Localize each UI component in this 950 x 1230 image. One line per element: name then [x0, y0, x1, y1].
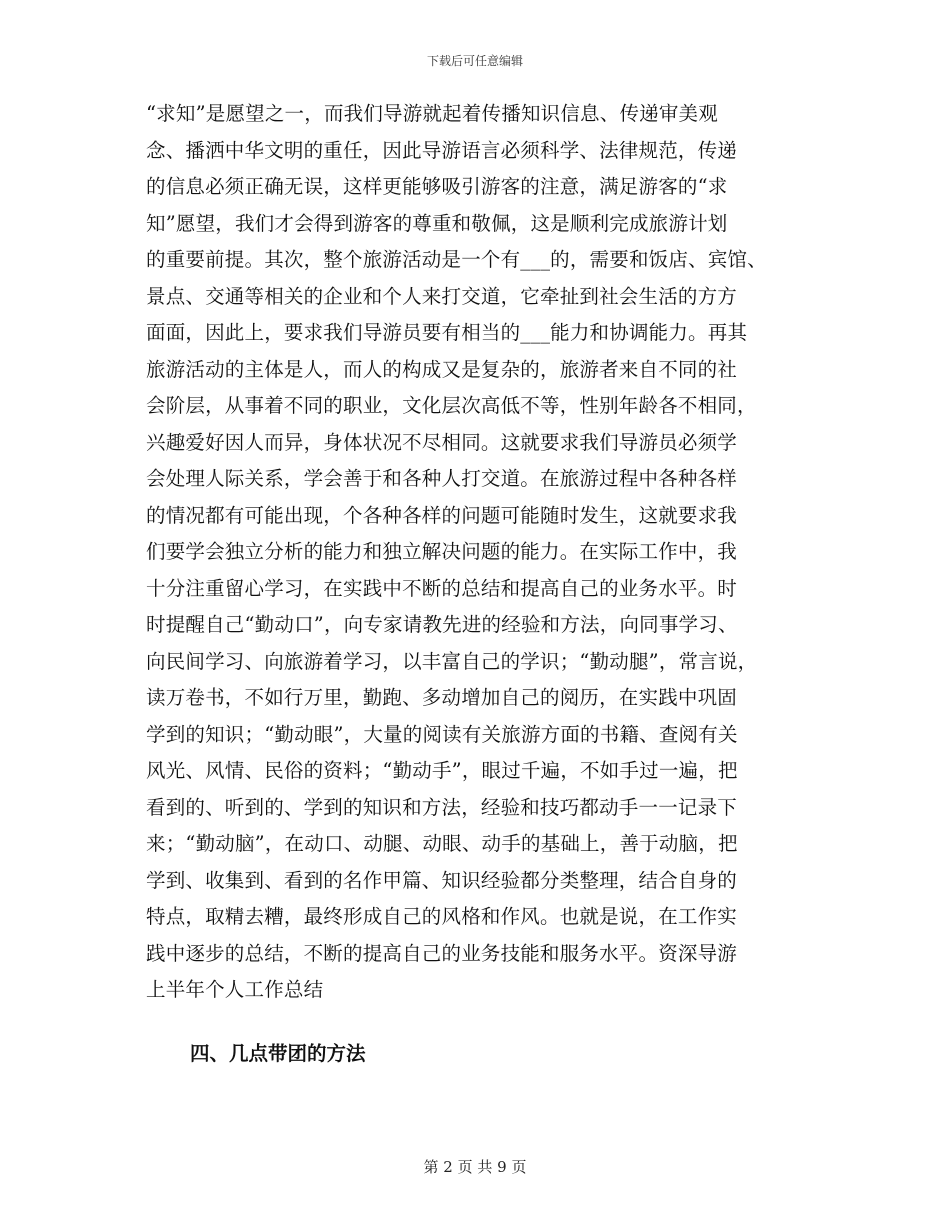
- section-heading: 四、几点带团的方法: [190, 1042, 366, 1065]
- text-line: 践中逐步的总结，不断的提高自己的业务技能和服务水平。资深导游: [146, 941, 738, 965]
- text-line: 时提醒自己“勤动口”，向专家请教先进的经验和方法，向同事学习、: [146, 613, 738, 636]
- text-line: 读万卷书，不如行万里，勤跑、多动增加自己的阅历，在实践中巩固: [146, 686, 738, 709]
- text-line: 来；“勤动脑”，在动口、动腿、动眼、动手的基础上，善于动脑，把: [146, 832, 738, 855]
- text-line: 会阶层，从事着不同的职业，文化层次高低不等，性别年龄各不相同，: [146, 394, 757, 417]
- text-line: 们要学会独立分析的能力和独立解决问题的能力。在实际工作中，我: [146, 540, 738, 563]
- text-line: 向民间学习、向旅游着学习，以丰富自己的学识；“勤动腿”，常言说，: [146, 649, 758, 673]
- text-line: “求知”是愿望之一，而我们导游就起着传播知识信息、传递审美观: [146, 102, 718, 125]
- text-line: 特点，取精去糟，最终形成自己的风格和作风。也就是说，在工作实: [146, 905, 738, 928]
- text-line: 旅游活动的主体是人，而人的构成又是复杂的，旅游者来自不同的社: [146, 357, 738, 381]
- text-line: 的信息必须正确无误，这样更能够吸引游客的注意，满足游客的“求: [146, 175, 728, 198]
- text-line: 兴趣爱好因人而异，身体状况不尽相同。这就要求我们导游员必须学: [146, 430, 738, 454]
- text-line: 风光、风情、民俗的资料；“勤动手”，眼过千遍，不如手过一遍，把: [146, 759, 738, 782]
- text-line: 十分注重留心学习，在实践中不断的总结和提高自己的业务水平。时: [146, 576, 738, 600]
- text-line: 学到的知识；“勤动眼”，大量的阅读有关旅游方面的书籍、查阅有关: [146, 722, 738, 746]
- text-line: 念、播洒中华文明的重任，因此导游语言必须科学、法律规范，传递: [146, 138, 738, 162]
- page-footer: 第 2 页 共 9 页: [423, 1158, 527, 1176]
- page-header: 下载后可任意编辑: [426, 54, 523, 68]
- text-line: 会处理人际关系，学会善于和各种人打交道。在旅游过程中各种各样: [146, 467, 738, 490]
- text-line: 学到、收集到、看到的名作甲篇、知识经验都分类整理，结合自身的: [146, 868, 738, 892]
- text-line: 景点、交通等相关的企业和个人来打交道，它牵扯到社会生活的方方: [146, 284, 738, 308]
- text-line: 知”愿望，我们才会得到游客的尊重和敬佩，这是顺利完成旅游计划: [146, 211, 728, 235]
- body-paragraph: [146, 96, 818, 1009]
- text-line: 的情况都有可能出现，个各种各样的问题可能随时发生，这就要求我: [146, 503, 738, 527]
- text-line: 的重要前提。其次，整个旅游活动是一个有___的，需要和饭店、宾馆、: [146, 248, 767, 271]
- text-line: 面面，因此上，要求我们导游员要有相当的___能力和协调能力。再其: [146, 321, 748, 344]
- text-line: 上半年个人工作总结: [146, 978, 324, 1001]
- text-line: 看到的、听到的、学到的知识和方法，经验和技巧都动手一一记录下: [146, 795, 738, 819]
